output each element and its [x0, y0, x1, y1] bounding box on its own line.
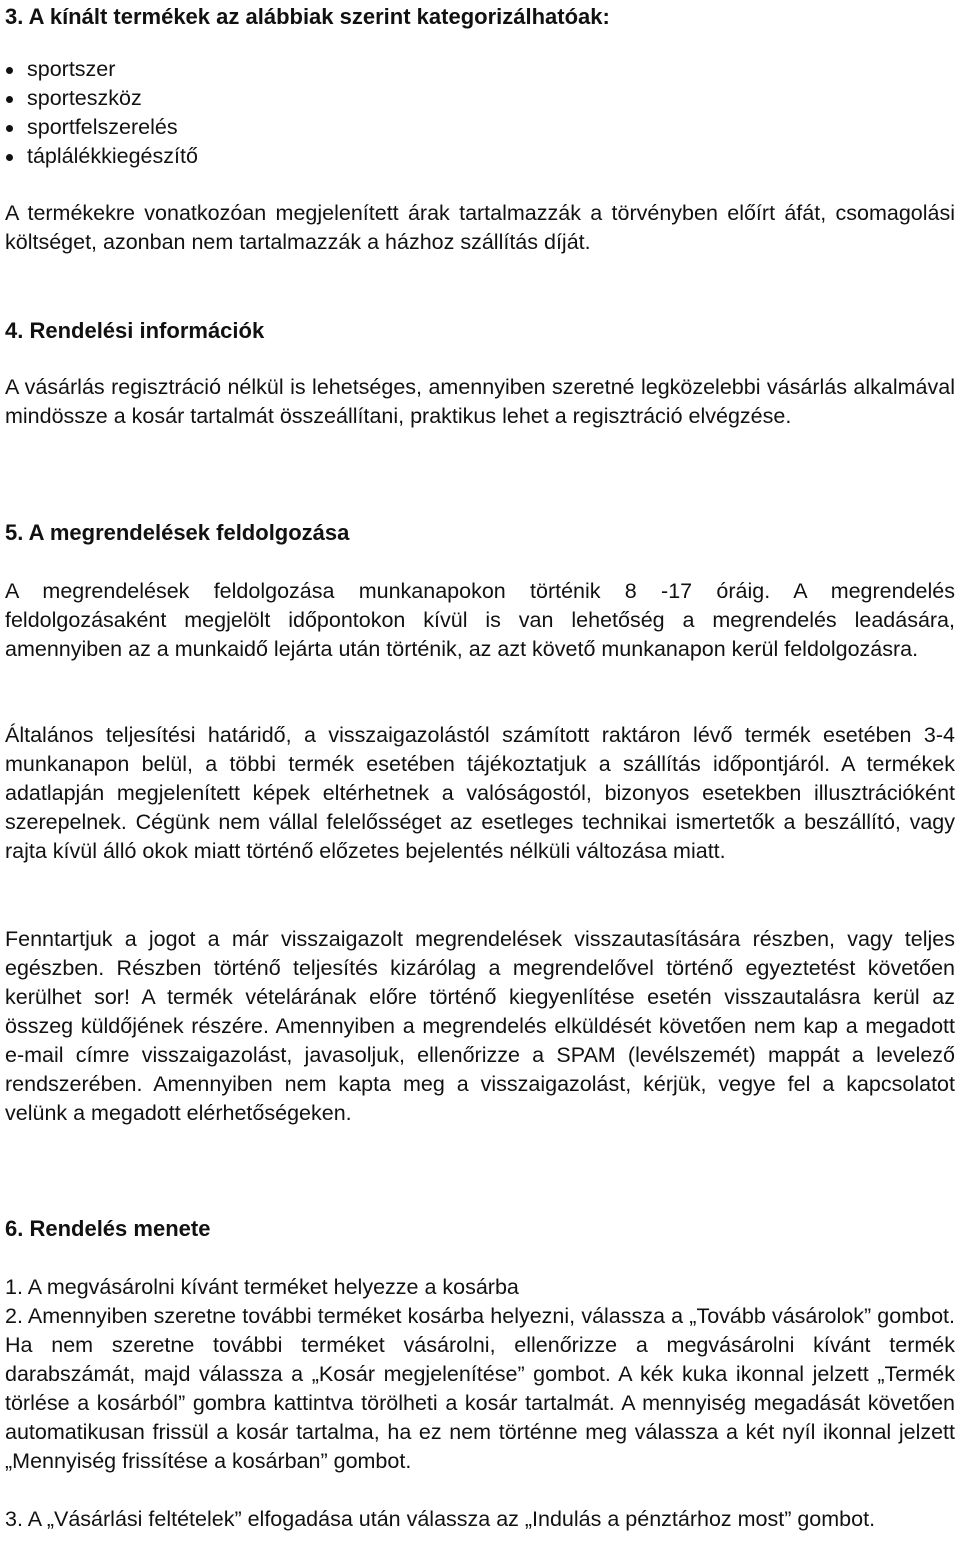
order-step-1: 1. A megvásárolni kívánt terméket helyezze a kosárba: [5, 1275, 519, 1299]
list-item-text: sportszer: [27, 57, 116, 81]
bullet-icon: [6, 96, 13, 103]
list-item: [5, 84, 955, 113]
list-item-text: táplálékkiegészítő: [27, 144, 198, 168]
list-item: [5, 55, 955, 84]
fulfillment-paragraph: Általános teljesítési határidő, a visszaigazolástól számított raktáron lévő termék esetében 3-4 munkanapon belül, a többi termék esetében tájékoztatjuk a szállítás időpontjáról. A termékek adatlapján megjelenített képek eltérhetnek a valóságostól, bizonyos esetekben illusztrációként szerepelnek. Cégünk nem vállal felelősséget az esetleges technikai ismertetők a beszállító, vagy rajta kívül álló okok miatt történő előzetes bejelentés nélküli változása miatt.: [5, 723, 955, 863]
bullet-icon: [6, 67, 13, 74]
registration-paragraph: A vásárlás regisztráció nélkül is lehetséges, amennyiben szeretné legközelebbi vásárlás alkalmával mindössze a kosár tartalmát összeállítani, praktikus lehet a regisztráció elvégzése.: [5, 375, 955, 428]
list-item: [5, 113, 955, 142]
section-6-heading: 6. Rendelés menete: [5, 1216, 211, 1241]
bullet-icon: [6, 154, 13, 161]
category-list: [5, 55, 955, 171]
list-item-text: sporteszköz: [27, 86, 142, 110]
order-step-3: 3. A „Vásárlási feltételek” elfogadása után válassza az „Indulás a pénztárhoz most” gombot.: [5, 1507, 876, 1531]
list-item-text: sportfelszerelés: [27, 115, 178, 139]
rights-paragraph: Fenntartjuk a jogot a már visszaigazolt megrendelések visszautasítására részben, vagy teljes egészben. Részben történő teljesítés kizárólag a megrendelővel történő egyeztetést követően kerülhet sor! A termék vételárának előre történő kiegyenlítése esetén visszautalásra kerül az összeg küldőjének részére. Amennyiben a megrendelés elküldését követően nem kap a megadott e-mail címre visszaigazolást, javasoljuk, ellenőrizze a SPAM (levélszemét) mappát a levelező rendszerében. Amennyiben nem kapta meg a visszaigazolást, kérjük, vegye fel a kapcsolatot velünk a megadott elérhetőségeken.: [5, 927, 955, 1125]
order-step-2: 2. Amennyiben szeretne további terméket kosárba helyezni, válassza a „Tovább vásárolok” gombot. Ha nem szeretne további terméket vásárolni, ellenőrizze a megvásárolni kívánt termék darabszámát, majd válassza a „Kosár megjelenítése” gombot. A kék kuka ikonnal jelzett „Termék törlése a kosárból” gombra kattintva törölheti a kosár tartalmát. A mennyiség megadását követően automatikusan frissül a kosár tartalma, ha ez nem történne meg válassza a két nyíl ikonnal jelzett „Mennyiség frissítése a kosárban” gombot.: [5, 1304, 955, 1473]
price-note-paragraph: A termékekre vonatkozóan megjelenített árak tartalmazzák a törvényben előírt áfát, csomagolási költséget, azonban nem tartalmazzák a házhoz szállítás díját.: [5, 201, 955, 254]
section-5-heading: 5. A megrendelések feldolgozása: [5, 520, 350, 545]
section-3-heading: 3. A kínált termékek az alábbiak szerint kategorizálhatóak:: [5, 4, 610, 29]
bullet-icon: [6, 125, 13, 132]
processing-paragraph: A megrendelések feldolgozása munkanapokon történik 8 -17 óráig. A megrendelés feldolgozásaként megjelölt időpontokon kívül is van lehetőség a megrendelés leadására, amennyiben az a munkaidő lejárta után történik, az azt követő munkanapon kerül feldolgozásra.: [5, 579, 955, 661]
list-item: [5, 142, 955, 171]
section-4-heading: 4. Rendelési információk: [5, 318, 265, 343]
